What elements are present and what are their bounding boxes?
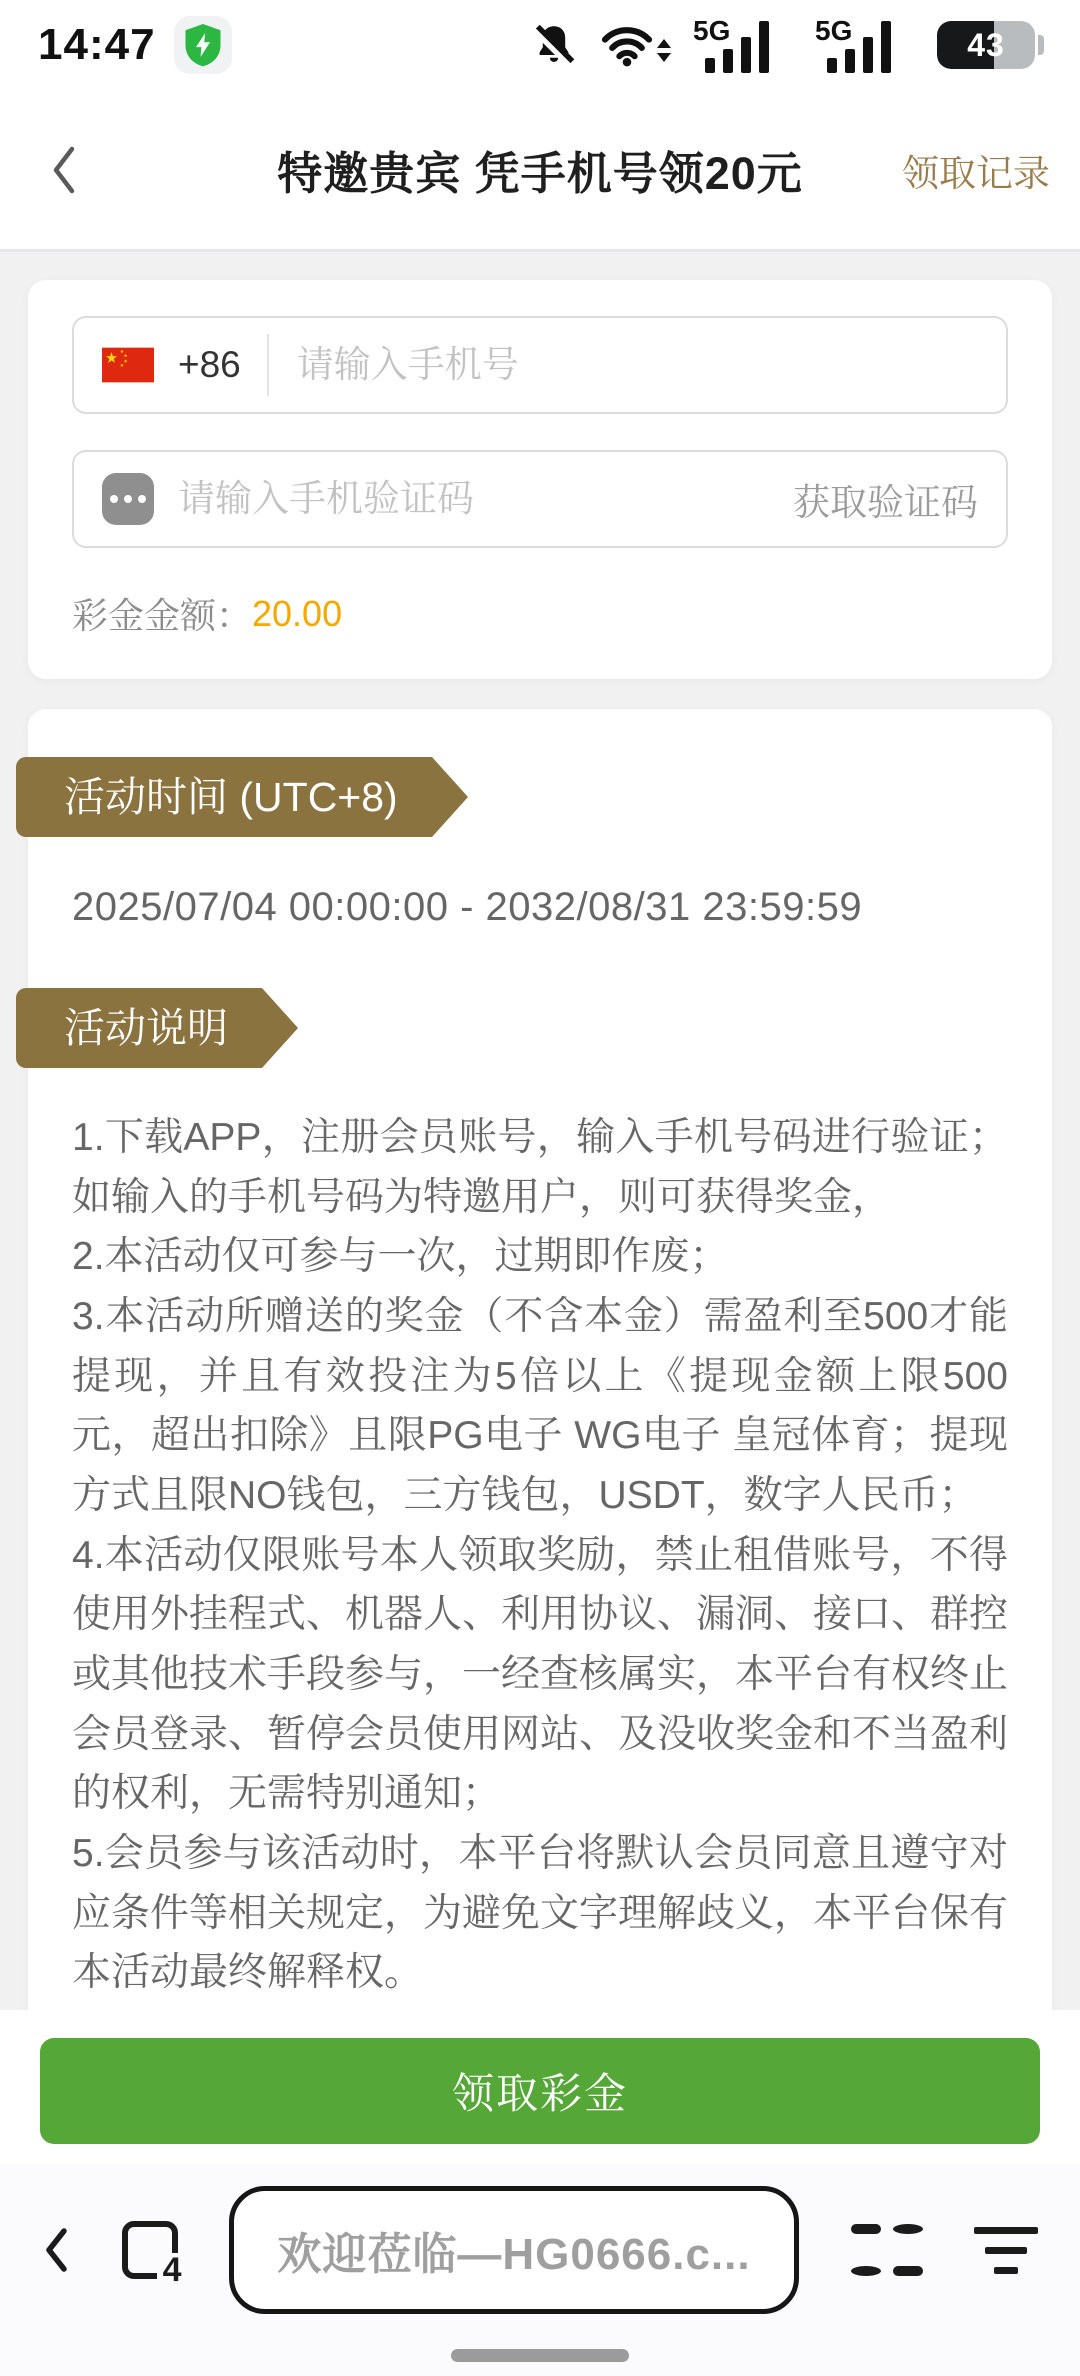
rule-item: 4.本活动仅限账号本人领取奖励，禁止租借账号，不得使用外挂程式、机器人、利用协议、漏洞、接口、群控或其他技术手段参与，一经查核属实，本平台有权终止会员登录、暂停会员使用网站、及没收奖金和不当盈利的权利，无需特别通知； bbox=[72, 1533, 1009, 1816]
claim-form-card bbox=[28, 280, 1052, 679]
page-title: 特邀贵宾 凭手机号领20元 bbox=[277, 148, 803, 199]
code-input-row bbox=[72, 450, 1008, 548]
claim-bonus-button[interactable]: 领取彩金 bbox=[40, 2038, 1040, 2144]
grid-square-icon bbox=[893, 2266, 923, 2276]
get-code-button[interactable]: 获取验证码 bbox=[793, 482, 978, 523]
claim-section bbox=[0, 2010, 1080, 2164]
rule-item: 5.会员参与该活动时，本平台将默认会员同意且遵守对应条件等相关规定，为避免文字理解歧义，本平台保有本活动最终解释权。 bbox=[72, 1831, 1009, 1995]
status-time: 14:47 bbox=[38, 20, 156, 69]
apps-grid-button[interactable] bbox=[851, 2214, 923, 2286]
signal-sim2-icon: 5G bbox=[815, 17, 915, 73]
wifi-updown-arrows bbox=[657, 39, 671, 62]
message-dots-icon bbox=[102, 473, 154, 525]
china-flag-icon bbox=[102, 347, 154, 383]
activity-time-ribbon: 活动时间 (UTC+8) bbox=[16, 757, 432, 837]
country-code[interactable]: +86 bbox=[178, 344, 241, 385]
rule-item: 2.本活动仅可参与一次，过期即作废； bbox=[72, 1235, 729, 1279]
grid-circle-icon bbox=[851, 2266, 881, 2276]
page-header bbox=[0, 90, 1080, 252]
wifi-icon bbox=[600, 22, 671, 68]
back-button[interactable] bbox=[34, 140, 94, 200]
grid-circle-icon bbox=[893, 2224, 923, 2234]
browser-bottom-bar bbox=[0, 2164, 1080, 2376]
grid-square-icon bbox=[851, 2224, 881, 2234]
claim-history-link[interactable]: 领取记录 bbox=[902, 152, 1050, 194]
tab-count: 4 bbox=[157, 2253, 184, 2287]
rule-item: 3.本活动所赠送的奖金（不含本金）需盈利至500才能提现，并且有效投注为5倍以上《提现金额上限500元，超出扣除》且限PG电子 WG电子 皇冠体育；提现方式且限NO钱包，三方钱包，USDT，数字人民币； bbox=[72, 1294, 1008, 1517]
battery-icon bbox=[937, 21, 1044, 69]
bonus-value: 20.00 bbox=[252, 592, 343, 634]
browser-back-button[interactable] bbox=[42, 2226, 70, 2274]
address-bar[interactable] bbox=[229, 2186, 799, 2314]
activity-desc-ribbon: 活动说明 bbox=[16, 988, 262, 1068]
phone-input-row bbox=[72, 316, 1008, 414]
bonus-label: 彩金金额： bbox=[72, 595, 253, 636]
security-shield-icon bbox=[174, 16, 232, 74]
activity-rules bbox=[72, 1108, 1008, 2003]
home-indicator[interactable] bbox=[451, 2349, 629, 2362]
notifications-muted-icon bbox=[530, 21, 578, 69]
status-bar bbox=[0, 0, 1080, 90]
activity-info-card bbox=[28, 709, 1052, 2010]
menu-button[interactable] bbox=[974, 2227, 1038, 2274]
page-content bbox=[0, 252, 1080, 2010]
tab-switcher-button[interactable] bbox=[122, 2221, 182, 2289]
bonus-amount-row bbox=[72, 588, 1008, 639]
activity-time-range: 2025/07/04 00:00:00 - 2032/08/31 23:59:59 bbox=[72, 885, 863, 929]
address-bar-text: 欢迎莅临—HG0666.c... bbox=[277, 2230, 751, 2279]
verification-code-input[interactable] bbox=[178, 478, 793, 520]
battery-percent: 43 bbox=[967, 26, 1005, 63]
rule-item: 1.下载APP，注册会员账号，输入手机号码进行验证；如输入的手机号码为特邀用户，则可获得奖金， bbox=[72, 1116, 1008, 1219]
input-divider bbox=[267, 334, 269, 396]
signal-sim1-icon: 5G bbox=[693, 17, 793, 73]
phone-input[interactable] bbox=[297, 344, 978, 386]
